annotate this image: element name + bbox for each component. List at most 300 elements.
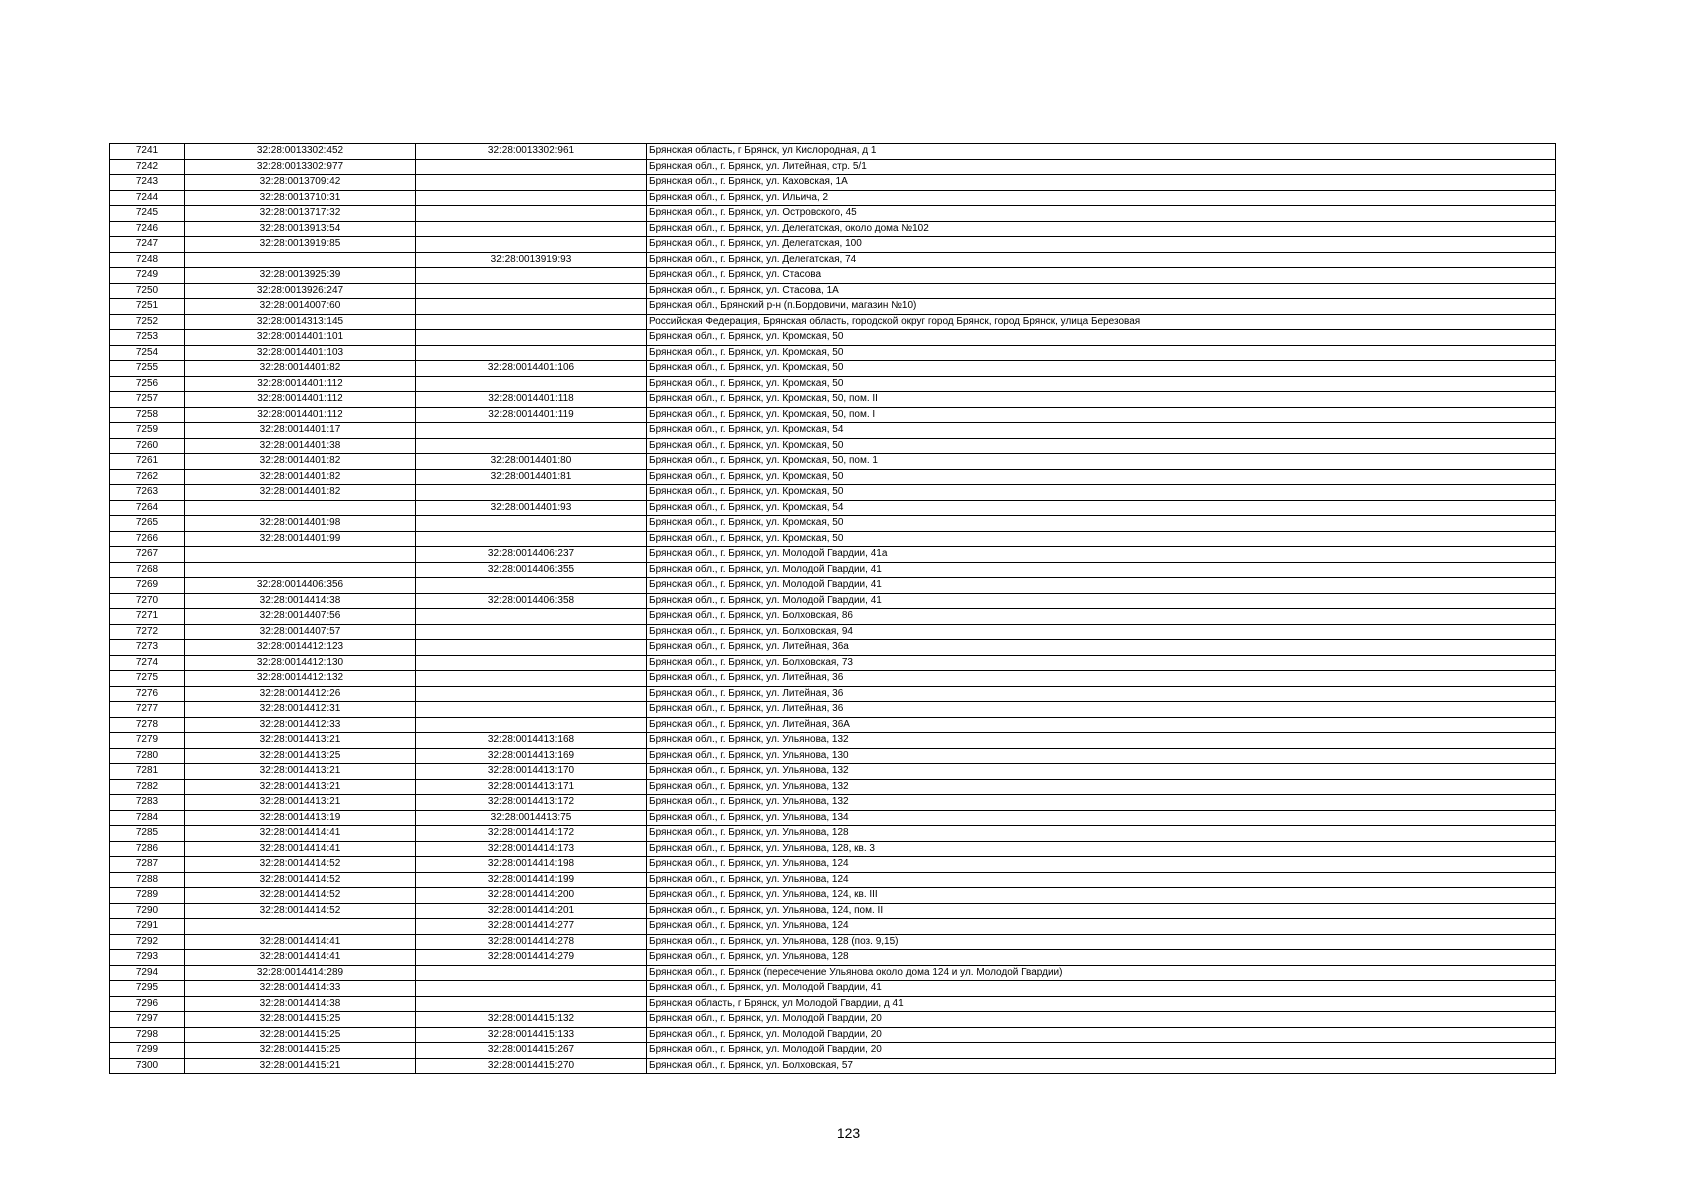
related-cadastral-number-cell: 32:28:0014401:106 — [416, 361, 647, 377]
cadastral-number-cell: 32:28:0014414:289 — [185, 965, 416, 981]
row-number-cell: 7257 — [110, 392, 185, 408]
address-cell: Брянская обл., г. Брянск, ул. Ульянова, 132 — [647, 795, 1556, 811]
table-row — [110, 934, 1556, 950]
row-number-cell: 7273 — [110, 640, 185, 656]
table-row — [110, 748, 1556, 764]
cadastral-number-cell: 32:28:0014415:25 — [185, 1043, 416, 1059]
related-cadastral-number-cell: 32:28:0014415:132 — [416, 1012, 647, 1028]
related-cadastral-number-cell: 32:28:0014413:171 — [416, 779, 647, 795]
related-cadastral-number-cell: 32:28:0014414:278 — [416, 934, 647, 950]
address-cell: Брянская обл., г. Брянск, ул. Ульянова, 124 — [647, 919, 1556, 935]
related-cadastral-number-cell — [416, 624, 647, 640]
related-cadastral-number-cell — [416, 268, 647, 284]
table-row — [110, 640, 1556, 656]
table-row — [110, 283, 1556, 299]
table-row — [110, 981, 1556, 997]
table-row — [110, 159, 1556, 175]
table-row — [110, 407, 1556, 423]
row-number-cell: 7268 — [110, 562, 185, 578]
related-cadastral-number-cell — [416, 190, 647, 206]
address-cell: Брянская обл., г. Брянск, ул. Ульянова, 134 — [647, 810, 1556, 826]
cadastral-number-cell: 32:28:0014401:82 — [185, 485, 416, 501]
related-cadastral-number-cell: 32:28:0014414:172 — [416, 826, 647, 842]
related-cadastral-number-cell — [416, 702, 647, 718]
cadastral-number-cell — [185, 252, 416, 268]
address-cell: Брянская обл., г. Брянск, ул. Кромская, 50, пом. I — [647, 407, 1556, 423]
related-cadastral-number-cell: 32:28:0014414:200 — [416, 888, 647, 904]
address-cell: Брянская обл., г. Брянск, ул. Ульянова, 124 — [647, 872, 1556, 888]
address-cell: Брянская обл., г. Брянск, ул. Кромская, 50 — [647, 376, 1556, 392]
cadastral-number-cell: 32:28:0014414:52 — [185, 888, 416, 904]
table-row — [110, 1012, 1556, 1028]
cadastral-number-cell: 32:28:0014401:17 — [185, 423, 416, 439]
related-cadastral-number-cell: 32:28:0014414:201 — [416, 903, 647, 919]
related-cadastral-number-cell — [416, 578, 647, 594]
table-row — [110, 779, 1556, 795]
address-cell: Брянская обл., г. Брянск, ул. Болховская, 94 — [647, 624, 1556, 640]
table-row — [110, 593, 1556, 609]
cadastral-number-cell: 32:28:0014407:57 — [185, 624, 416, 640]
row-number-cell: 7278 — [110, 717, 185, 733]
row-number-cell: 7282 — [110, 779, 185, 795]
address-cell: Брянская обл., г. Брянск, ул. Литейная, 36 — [647, 702, 1556, 718]
address-cell: Брянская обл., г. Брянск, ул. Молодой Гвардии, 41а — [647, 547, 1556, 563]
address-cell: Брянская область, г Брянск, ул Молодой Гвардии, д 41 — [647, 996, 1556, 1012]
address-cell: Брянская обл., г. Брянск, ул. Молодой Гвардии, 20 — [647, 1027, 1556, 1043]
row-number-cell: 7251 — [110, 299, 185, 315]
row-number-cell: 7283 — [110, 795, 185, 811]
address-cell: Брянская обл., г. Брянск, ул. Литейная, 36А — [647, 717, 1556, 733]
row-number-cell: 7259 — [110, 423, 185, 439]
row-number-cell: 7262 — [110, 469, 185, 485]
related-cadastral-number-cell — [416, 345, 647, 361]
address-cell: Брянская обл., г. Брянск, ул. Делегатская, 100 — [647, 237, 1556, 253]
table-row — [110, 903, 1556, 919]
address-cell: Брянская обл., г. Брянск, ул. Ильича, 2 — [647, 190, 1556, 206]
related-cadastral-number-cell: 32:28:0014401:119 — [416, 407, 647, 423]
related-cadastral-number-cell — [416, 299, 647, 315]
row-number-cell: 7272 — [110, 624, 185, 640]
table-row — [110, 795, 1556, 811]
address-cell: Брянская обл., г. Брянск, ул. Молодой Гвардии, 41 — [647, 593, 1556, 609]
table-row — [110, 872, 1556, 888]
related-cadastral-number-cell: 32:28:0014413:169 — [416, 748, 647, 764]
address-cell: Брянская обл., г. Брянск, ул. Кромская, 50 — [647, 345, 1556, 361]
related-cadastral-number-cell: 32:28:0014413:75 — [416, 810, 647, 826]
address-cell: Брянская обл., г. Брянск, ул. Делегатская, около дома №102 — [647, 221, 1556, 237]
related-cadastral-number-cell — [416, 485, 647, 501]
related-cadastral-number-cell — [416, 671, 647, 687]
table-row — [110, 764, 1556, 780]
row-number-cell: 7255 — [110, 361, 185, 377]
address-cell: Брянская обл., г. Брянск, ул. Ульянова, 124, пом. II — [647, 903, 1556, 919]
table-row — [110, 562, 1556, 578]
address-cell: Брянская обл., г. Брянск, ул. Молодой Гвардии, 20 — [647, 1043, 1556, 1059]
address-cell: Брянская обл., г. Брянск, ул. Ульянова, 128, кв. 3 — [647, 841, 1556, 857]
table-row — [110, 345, 1556, 361]
table-row — [110, 841, 1556, 857]
related-cadastral-number-cell: 32:28:0014415:267 — [416, 1043, 647, 1059]
row-number-cell: 7270 — [110, 593, 185, 609]
related-cadastral-number-cell — [416, 717, 647, 733]
row-number-cell: 7247 — [110, 237, 185, 253]
registry-table-body — [110, 144, 1556, 1074]
address-cell: Брянская обл., г. Брянск, ул. Кромская, 50 — [647, 469, 1556, 485]
table-row — [110, 252, 1556, 268]
table-row — [110, 702, 1556, 718]
row-number-cell: 7245 — [110, 206, 185, 222]
row-number-cell: 7252 — [110, 314, 185, 330]
table-row — [110, 950, 1556, 966]
cadastral-number-cell: 32:28:0014401:112 — [185, 376, 416, 392]
address-cell: Брянская обл., г. Брянск, ул. Каховская, 1А — [647, 175, 1556, 191]
cadastral-number-cell: 32:28:0014414:52 — [185, 872, 416, 888]
cadastral-number-cell: 32:28:0014401:101 — [185, 330, 416, 346]
table-row — [110, 144, 1556, 160]
address-cell: Брянская обл., г. Брянск, ул. Ульянова, 128 (поз. 9,15) — [647, 934, 1556, 950]
related-cadastral-number-cell — [416, 438, 647, 454]
table-row — [110, 733, 1556, 749]
address-cell: Брянская обл., г. Брянск, ул. Стасова — [647, 268, 1556, 284]
row-number-cell: 7246 — [110, 221, 185, 237]
address-cell: Брянская обл., г. Брянск, ул. Ульянова, 124 — [647, 857, 1556, 873]
address-cell: Брянская обл., г. Брянск, ул. Островского, 45 — [647, 206, 1556, 222]
related-cadastral-number-cell — [416, 237, 647, 253]
related-cadastral-number-cell: 32:28:0014406:237 — [416, 547, 647, 563]
cadastral-number-cell: 32:28:0013717:32 — [185, 206, 416, 222]
table-row — [110, 516, 1556, 532]
row-number-cell: 7271 — [110, 609, 185, 625]
address-cell: Российская Федерация, Брянская область, городской округ город Брянск, город Брянск, улица Березовая — [647, 314, 1556, 330]
address-cell: Брянская обл., г. Брянск, ул. Делегатская, 74 — [647, 252, 1556, 268]
address-cell: Брянская обл., г. Брянск, ул. Кромская, 54 — [647, 500, 1556, 516]
cadastral-number-cell: 32:28:0014401:99 — [185, 531, 416, 547]
related-cadastral-number-cell — [416, 531, 647, 547]
cadastral-number-cell: 32:28:0014412:33 — [185, 717, 416, 733]
cadastral-number-cell: 32:28:0014401:38 — [185, 438, 416, 454]
row-number-cell: 7266 — [110, 531, 185, 547]
cadastral-number-cell: 32:28:0014401:103 — [185, 345, 416, 361]
related-cadastral-number-cell: 32:28:0014401:93 — [416, 500, 647, 516]
table-row — [110, 361, 1556, 377]
row-number-cell: 7280 — [110, 748, 185, 764]
related-cadastral-number-cell: 32:28:0014413:170 — [416, 764, 647, 780]
cadastral-number-cell: 32:28:0014407:56 — [185, 609, 416, 625]
table-row — [110, 268, 1556, 284]
table-row — [110, 965, 1556, 981]
table-row — [110, 655, 1556, 671]
row-number-cell: 7264 — [110, 500, 185, 516]
address-cell: Брянская обл., г. Брянск, ул. Кромская, 50 — [647, 361, 1556, 377]
cadastral-number-cell: 32:28:0013302:452 — [185, 144, 416, 160]
table-row — [110, 826, 1556, 842]
cadastral-number-cell: 32:28:0014412:130 — [185, 655, 416, 671]
table-row — [110, 206, 1556, 222]
address-cell: Брянская обл., г. Брянск, ул. Кромская, 50 — [647, 516, 1556, 532]
row-number-cell: 7297 — [110, 1012, 185, 1028]
table-row — [110, 531, 1556, 547]
cadastral-number-cell — [185, 547, 416, 563]
row-number-cell: 7294 — [110, 965, 185, 981]
address-cell: Брянская обл., г. Брянск, ул. Литейная, 36 — [647, 686, 1556, 702]
table-row — [110, 1043, 1556, 1059]
row-number-cell: 7298 — [110, 1027, 185, 1043]
row-number-cell: 7291 — [110, 919, 185, 935]
cadastral-number-cell: 32:28:0014414:41 — [185, 841, 416, 857]
cadastral-number-cell: 32:28:0014414:38 — [185, 593, 416, 609]
row-number-cell: 7254 — [110, 345, 185, 361]
related-cadastral-number-cell: 32:28:0014413:168 — [416, 733, 647, 749]
table-row — [110, 299, 1556, 315]
table-row — [110, 500, 1556, 516]
address-cell: Брянская обл., г. Брянск, ул. Литейная, стр. 5/1 — [647, 159, 1556, 175]
address-cell: Брянская обл., г. Брянск, ул. Ульянова, 132 — [647, 733, 1556, 749]
related-cadastral-number-cell: 32:28:0014414:198 — [416, 857, 647, 873]
cadastral-number-cell: 32:28:0013919:85 — [185, 237, 416, 253]
table-row — [110, 1058, 1556, 1074]
table-row — [110, 810, 1556, 826]
address-cell: Брянская обл., г. Брянск, ул. Литейная, 36 — [647, 671, 1556, 687]
cadastral-number-cell — [185, 500, 416, 516]
table-row — [110, 717, 1556, 733]
table-row — [110, 624, 1556, 640]
related-cadastral-number-cell: 32:28:0013919:93 — [416, 252, 647, 268]
cadastral-number-cell: 32:28:0014414:41 — [185, 950, 416, 966]
cadastral-number-cell: 32:28:0014412:31 — [185, 702, 416, 718]
row-number-cell: 7279 — [110, 733, 185, 749]
row-number-cell: 7290 — [110, 903, 185, 919]
cadastral-number-cell: 32:28:0014414:41 — [185, 826, 416, 842]
table-row — [110, 919, 1556, 935]
table-row — [110, 1027, 1556, 1043]
related-cadastral-number-cell: 32:28:0014406:355 — [416, 562, 647, 578]
table-row — [110, 330, 1556, 346]
related-cadastral-number-cell: 32:28:0014401:81 — [416, 469, 647, 485]
table-row — [110, 392, 1556, 408]
row-number-cell: 7250 — [110, 283, 185, 299]
related-cadastral-number-cell — [416, 981, 647, 997]
cadastral-number-cell: 32:28:0014413:21 — [185, 779, 416, 795]
table-row — [110, 857, 1556, 873]
table-row — [110, 578, 1556, 594]
row-number-cell: 7242 — [110, 159, 185, 175]
table-row — [110, 438, 1556, 454]
cadastral-number-cell: 32:28:0014414:33 — [185, 981, 416, 997]
address-cell: Брянская обл., г. Брянск, ул. Ульянова, 132 — [647, 764, 1556, 780]
row-number-cell: 7261 — [110, 454, 185, 470]
address-cell: Брянская обл., г. Брянск, ул. Болховская, 57 — [647, 1058, 1556, 1074]
cadastral-number-cell: 32:28:0014401:98 — [185, 516, 416, 532]
row-number-cell: 7284 — [110, 810, 185, 826]
row-number-cell: 7249 — [110, 268, 185, 284]
address-cell: Брянская обл., г. Брянск, ул. Стасова, 1А — [647, 283, 1556, 299]
row-number-cell: 7276 — [110, 686, 185, 702]
related-cadastral-number-cell — [416, 996, 647, 1012]
cadastral-number-cell: 32:28:0014401:112 — [185, 392, 416, 408]
cadastral-number-cell: 32:28:0014401:112 — [185, 407, 416, 423]
related-cadastral-number-cell: 32:28:0014401:118 — [416, 392, 647, 408]
cadastral-number-cell: 32:28:0014413:21 — [185, 733, 416, 749]
cadastral-number-cell: 32:28:0014413:21 — [185, 764, 416, 780]
registry-table — [109, 143, 1556, 1074]
cadastral-number-cell — [185, 562, 416, 578]
cadastral-number-cell: 32:28:0013913:54 — [185, 221, 416, 237]
row-number-cell: 7299 — [110, 1043, 185, 1059]
row-number-cell: 7275 — [110, 671, 185, 687]
row-number-cell: 7260 — [110, 438, 185, 454]
row-number-cell: 7288 — [110, 872, 185, 888]
related-cadastral-number-cell: 32:28:0014414:199 — [416, 872, 647, 888]
address-cell: Брянская обл., г. Брянск, ул. Молодой Гвардии, 41 — [647, 981, 1556, 997]
related-cadastral-number-cell — [416, 283, 647, 299]
address-cell: Брянская обл., г. Брянск, ул. Ульянова, 128 — [647, 826, 1556, 842]
address-cell: Брянская обл., г. Брянск, ул. Кромская, 50 — [647, 330, 1556, 346]
row-number-cell: 7263 — [110, 485, 185, 501]
cadastral-number-cell: 32:28:0014401:82 — [185, 454, 416, 470]
address-cell: Брянская обл., г. Брянск, ул. Кромская, 50 — [647, 438, 1556, 454]
related-cadastral-number-cell — [416, 221, 647, 237]
table-row — [110, 888, 1556, 904]
cadastral-number-cell: 32:28:0014415:21 — [185, 1058, 416, 1074]
row-number-cell: 7274 — [110, 655, 185, 671]
row-number-cell: 7293 — [110, 950, 185, 966]
address-cell: Брянская обл., г. Брянск, ул. Ульянова, 130 — [647, 748, 1556, 764]
cadastral-number-cell: 32:28:0014415:25 — [185, 1012, 416, 1028]
related-cadastral-number-cell — [416, 330, 647, 346]
related-cadastral-number-cell — [416, 609, 647, 625]
related-cadastral-number-cell — [416, 640, 647, 656]
row-number-cell: 7295 — [110, 981, 185, 997]
table-row — [110, 221, 1556, 237]
address-cell: Брянская обл., г. Брянск, ул. Кромская, 50 — [647, 485, 1556, 501]
table-row — [110, 237, 1556, 253]
related-cadastral-number-cell — [416, 965, 647, 981]
cadastral-number-cell: 32:28:0014412:132 — [185, 671, 416, 687]
address-cell: Брянская обл., г. Брянск, ул. Кромская, 50, пом. 1 — [647, 454, 1556, 470]
related-cadastral-number-cell — [416, 175, 647, 191]
table-row — [110, 175, 1556, 191]
address-cell: Брянская обл., Брянский р-н (п.Бордовичи, магазин №10) — [647, 299, 1556, 315]
cadastral-number-cell: 32:28:0014406:356 — [185, 578, 416, 594]
related-cadastral-number-cell: 32:28:0014414:279 — [416, 950, 647, 966]
cadastral-number-cell: 32:28:0014401:82 — [185, 469, 416, 485]
address-cell: Брянская область, г Брянск, ул Кислородная, д 1 — [647, 144, 1556, 160]
address-cell: Брянская обл., г. Брянск, ул. Кромская, 54 — [647, 423, 1556, 439]
row-number-cell: 7277 — [110, 702, 185, 718]
cadastral-number-cell: 32:28:0014007:60 — [185, 299, 416, 315]
row-number-cell: 7281 — [110, 764, 185, 780]
related-cadastral-number-cell: 32:28:0014414:173 — [416, 841, 647, 857]
row-number-cell: 7241 — [110, 144, 185, 160]
related-cadastral-number-cell — [416, 423, 647, 439]
table-row — [110, 547, 1556, 563]
row-number-cell: 7244 — [110, 190, 185, 206]
table-row — [110, 454, 1556, 470]
address-cell: Брянская обл., г. Брянск, ул. Болховская, 73 — [647, 655, 1556, 671]
cadastral-number-cell: 32:28:0013709:42 — [185, 175, 416, 191]
cadastral-number-cell: 32:28:0014401:82 — [185, 361, 416, 377]
table-row — [110, 609, 1556, 625]
address-cell: Брянская обл., г. Брянск, ул. Ульянова, 124, кв. III — [647, 888, 1556, 904]
address-cell: Брянская обл., г. Брянск, ул. Молодой Гвардии, 20 — [647, 1012, 1556, 1028]
row-number-cell: 7285 — [110, 826, 185, 842]
related-cadastral-number-cell — [416, 206, 647, 222]
address-cell: Брянская обл., г. Брянск, ул. Ульянова, 132 — [647, 779, 1556, 795]
cadastral-number-cell: 32:28:0014414:41 — [185, 934, 416, 950]
cadastral-number-cell — [185, 919, 416, 935]
row-number-cell: 7287 — [110, 857, 185, 873]
cadastral-number-cell: 32:28:0013302:977 — [185, 159, 416, 175]
row-number-cell: 7292 — [110, 934, 185, 950]
table-row — [110, 376, 1556, 392]
row-number-cell: 7256 — [110, 376, 185, 392]
cadastral-number-cell: 32:28:0014415:25 — [185, 1027, 416, 1043]
related-cadastral-number-cell — [416, 686, 647, 702]
related-cadastral-number-cell — [416, 159, 647, 175]
cadastral-number-cell: 32:28:0014412:26 — [185, 686, 416, 702]
cadastral-number-cell: 32:28:0013710:31 — [185, 190, 416, 206]
row-number-cell: 7286 — [110, 841, 185, 857]
related-cadastral-number-cell: 32:28:0014406:358 — [416, 593, 647, 609]
table-row — [110, 671, 1556, 687]
cadastral-number-cell: 32:28:0014413:25 — [185, 748, 416, 764]
cadastral-number-cell: 32:28:0013925:39 — [185, 268, 416, 284]
table-row — [110, 686, 1556, 702]
address-cell: Брянская обл., г. Брянск (пересечение Ульянова около дома 124 и ул. Молодой Гвардии) — [647, 965, 1556, 981]
row-number-cell: 7296 — [110, 996, 185, 1012]
row-number-cell: 7253 — [110, 330, 185, 346]
related-cadastral-number-cell — [416, 655, 647, 671]
related-cadastral-number-cell: 32:28:0014401:80 — [416, 454, 647, 470]
related-cadastral-number-cell: 32:28:0013302:961 — [416, 144, 647, 160]
table-row — [110, 469, 1556, 485]
address-cell: Брянская обл., г. Брянск, ул. Молодой Гвардии, 41 — [647, 562, 1556, 578]
cadastral-number-cell: 32:28:0014414:38 — [185, 996, 416, 1012]
related-cadastral-number-cell — [416, 516, 647, 532]
row-number-cell: 7269 — [110, 578, 185, 594]
cadastral-number-cell: 32:28:0014412:123 — [185, 640, 416, 656]
address-cell: Брянская обл., г. Брянск, ул. Кромская, 50, пом. II — [647, 392, 1556, 408]
related-cadastral-number-cell — [416, 314, 647, 330]
cadastral-number-cell: 32:28:0014413:19 — [185, 810, 416, 826]
cadastral-number-cell: 32:28:0014414:52 — [185, 857, 416, 873]
address-cell: Брянская обл., г. Брянск, ул. Литейная, 36а — [647, 640, 1556, 656]
cadastral-number-cell: 32:28:0014413:21 — [185, 795, 416, 811]
related-cadastral-number-cell: 32:28:0014414:277 — [416, 919, 647, 935]
table-row — [110, 485, 1556, 501]
table-row — [110, 190, 1556, 206]
cadastral-number-cell: 32:28:0014313:145 — [185, 314, 416, 330]
address-cell: Брянская обл., г. Брянск, ул. Болховская, 86 — [647, 609, 1556, 625]
table-row — [110, 314, 1556, 330]
cadastral-number-cell: 32:28:0014414:52 — [185, 903, 416, 919]
row-number-cell: 7300 — [110, 1058, 185, 1074]
table-row — [110, 996, 1556, 1012]
row-number-cell: 7258 — [110, 407, 185, 423]
page-number: 123 — [836, 1125, 861, 1141]
cadastral-number-cell: 32:28:0013926:247 — [185, 283, 416, 299]
related-cadastral-number-cell: 32:28:0014415:133 — [416, 1027, 647, 1043]
related-cadastral-number-cell: 32:28:0014413:172 — [416, 795, 647, 811]
row-number-cell: 7265 — [110, 516, 185, 532]
address-cell: Брянская обл., г. Брянск, ул. Ульянова, 128 — [647, 950, 1556, 966]
address-cell: Брянская обл., г. Брянск, ул. Молодой Гвардии, 41 — [647, 578, 1556, 594]
address-cell: Брянская обл., г. Брянск, ул. Кромская, 50 — [647, 531, 1556, 547]
table-row — [110, 423, 1556, 439]
related-cadastral-number-cell — [416, 376, 647, 392]
row-number-cell: 7289 — [110, 888, 185, 904]
row-number-cell: 7248 — [110, 252, 185, 268]
